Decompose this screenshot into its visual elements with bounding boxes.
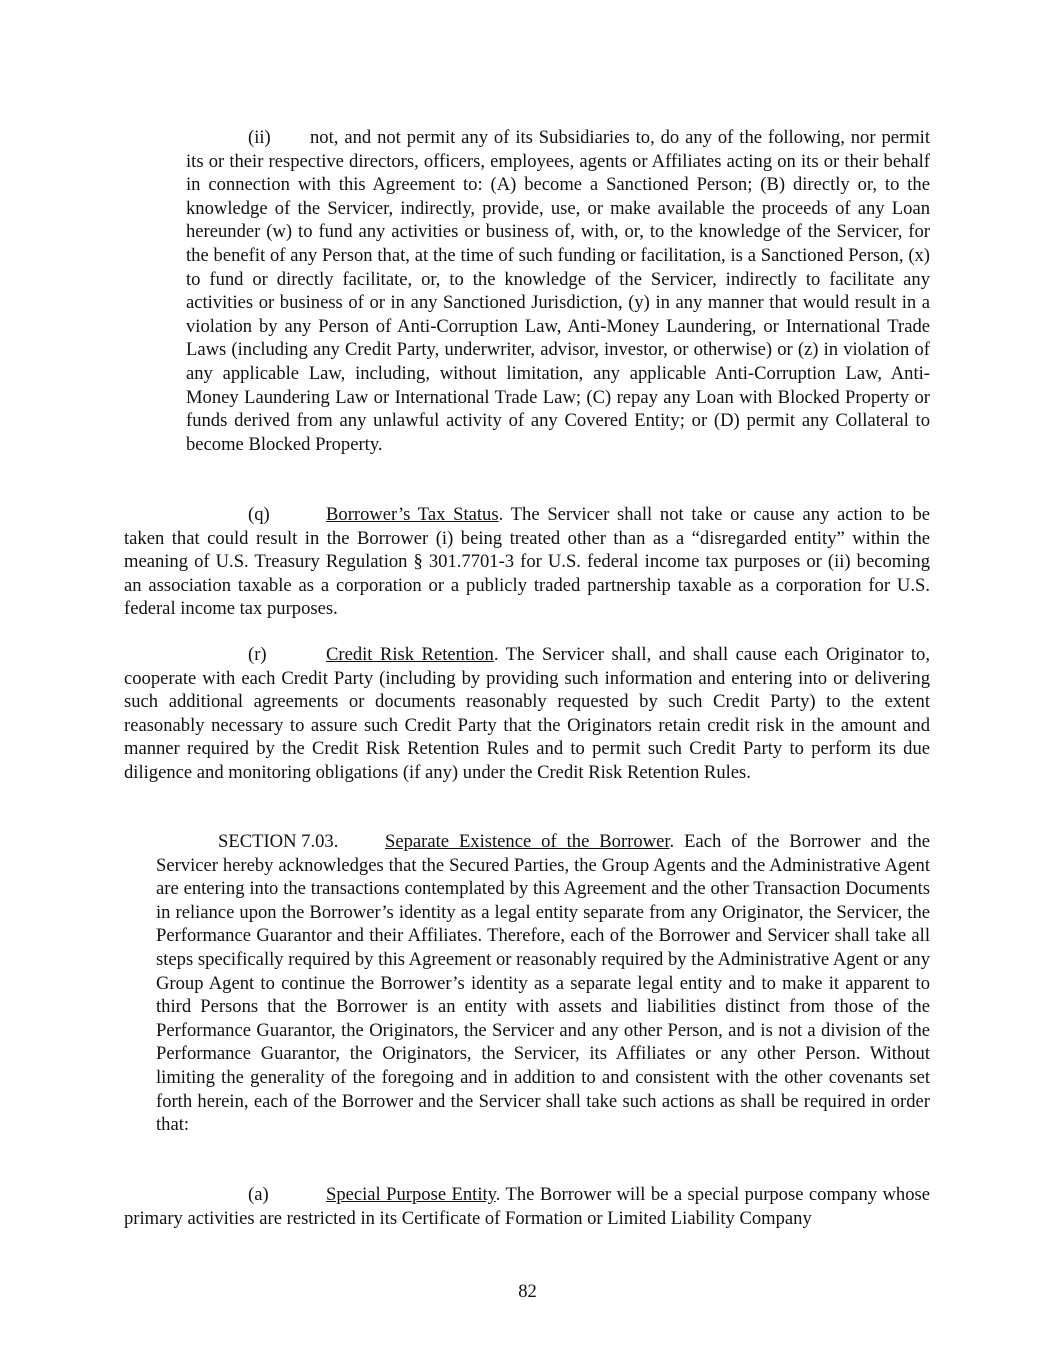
section-7-03-text: Each of the Borrower and the Servicer hereby acknowledges that the Secured Parties, the Group Agents and the Administrative Agent are entering into the transactions contemplated by this Agreement and the other Transaction Documents in reliance upon the Borrower’s identity as a legal entity separate from any Originator, the Servicer, the Performance Guarantor and their Affiliates. Therefore, each of the Borrower and Servicer shall take all steps specifically required by this Agreement or reasonably required by the Administrative Agent or any Group Agent to continue the Borrower’s identity as a separate legal entity and to make it apparent to third Persons that the Borrower is an entity with assets and liabilities distinct from those of the Performance Guarantor, the Originators, the Servicer and any other Person, and is not a division of the Performance Guarantor, the Originators, the Servicer, its Affiliates or any other Person. Without limiting the generality of the foregoing and in addition to and consistent with the other covenants set forth herein, each of the Borrower and the Servicer shall take such actions as shall be required in order that: [156,831,930,1136]
paragraph-r-heading: Credit Risk Retention [326,644,494,665]
paragraph-ii [186,126,930,456]
section-7-03-heading: Separate Existence of the Borrower [385,831,670,852]
paragraph-r-separator: . [493,644,506,665]
paragraph-a-heading: Special Purpose Entity [326,1184,496,1205]
paragraph-r-label: (r) [248,644,267,665]
section-7-03 [156,830,930,1137]
section-7-03-label: SECTION 7.03. [218,831,339,852]
paragraph-q-separator: . [498,504,511,525]
paragraph-ii-label: (ii) [248,127,271,148]
paragraph-ii-text: not, and not permit any of its Subsidiaries to, do any of the following, nor permit its or their respective directors, officers, employees, agents or Affiliates acting on its or their behalf in connection with this Agreement to: (A) become a Sanctioned Person; (B) directly or, to the knowledge of the Servicer, indirectly, provide, use, or make available the proceeds of any Loan hereunder (w) to fund any activities or business of, with, or, to the knowledge of the Servicer, for the benefit of any Person that, at the time of such funding or facilitation, is a Sanctioned Person, (x) to fund or directly facilitate, or, to the knowledge of the Servicer, indirectly to facilitate any activities or business of or in any Sanctioned Jurisdiction, (y) in any manner that would result in a violation by any Person of Anti-Corruption Law, Anti-Money Laundering, or International Trade Laws (including any Credit Party, underwriter, advisor, investor, or otherwise) or (z) in violation of any applicable Law, including, without limitation, any applicable Anti-Corruption Law, Anti-Money Laundering Law or International Trade Law; (C) repay any Loan with Blocked Property or funds derived from any unlawful activity of any Covered Entity; or (D) permit any Collateral to become Blocked Property. [186,127,930,455]
paragraph-r [124,643,930,785]
paragraph-q [124,503,930,621]
paragraph-a-separator: . [495,1184,506,1205]
page-number: 82 [518,1281,537,1302]
section-7-03-separator: . [669,831,685,852]
paragraph-r-text: The Servicer shall, and shall cause each Originator to, cooperate with each Credit Party (including by providing such information and entering into or delivering such additional agreements or documents reasonably requested by such Credit Party) to the extent reasonably necessary to assure such Credit Party that the Originators retain credit risk in the amount and manner required by the Credit Risk Retention Rules and to permit such Credit Party to perform its due diligence and monitoring obligations (if any) under the Credit Risk Retention Rules. [124,644,930,783]
paragraph-q-label: (q) [248,504,270,525]
paragraph-a-label: (a) [248,1184,269,1205]
paragraph-q-heading: Borrower’s Tax Status [326,504,499,525]
paragraph-a-text: The Borrower will be a special purpose company whose primary activities are restricted in its Certificate of Formation or Limited Liability Company [124,1184,930,1229]
paragraph-a [124,1183,930,1230]
paragraph-q-text: The Servicer shall not take or cause any action to be taken that could result in the Borrower (i) being treated other than as a “disregarded entity” within the meaning of U.S. Treasury Regulation § 301.7701-3 for U.S. federal income tax purposes or (ii) becoming an association taxable as a corporation or a publicly traded partnership taxable as a corporation for U.S. federal income tax purposes. [124,504,930,620]
